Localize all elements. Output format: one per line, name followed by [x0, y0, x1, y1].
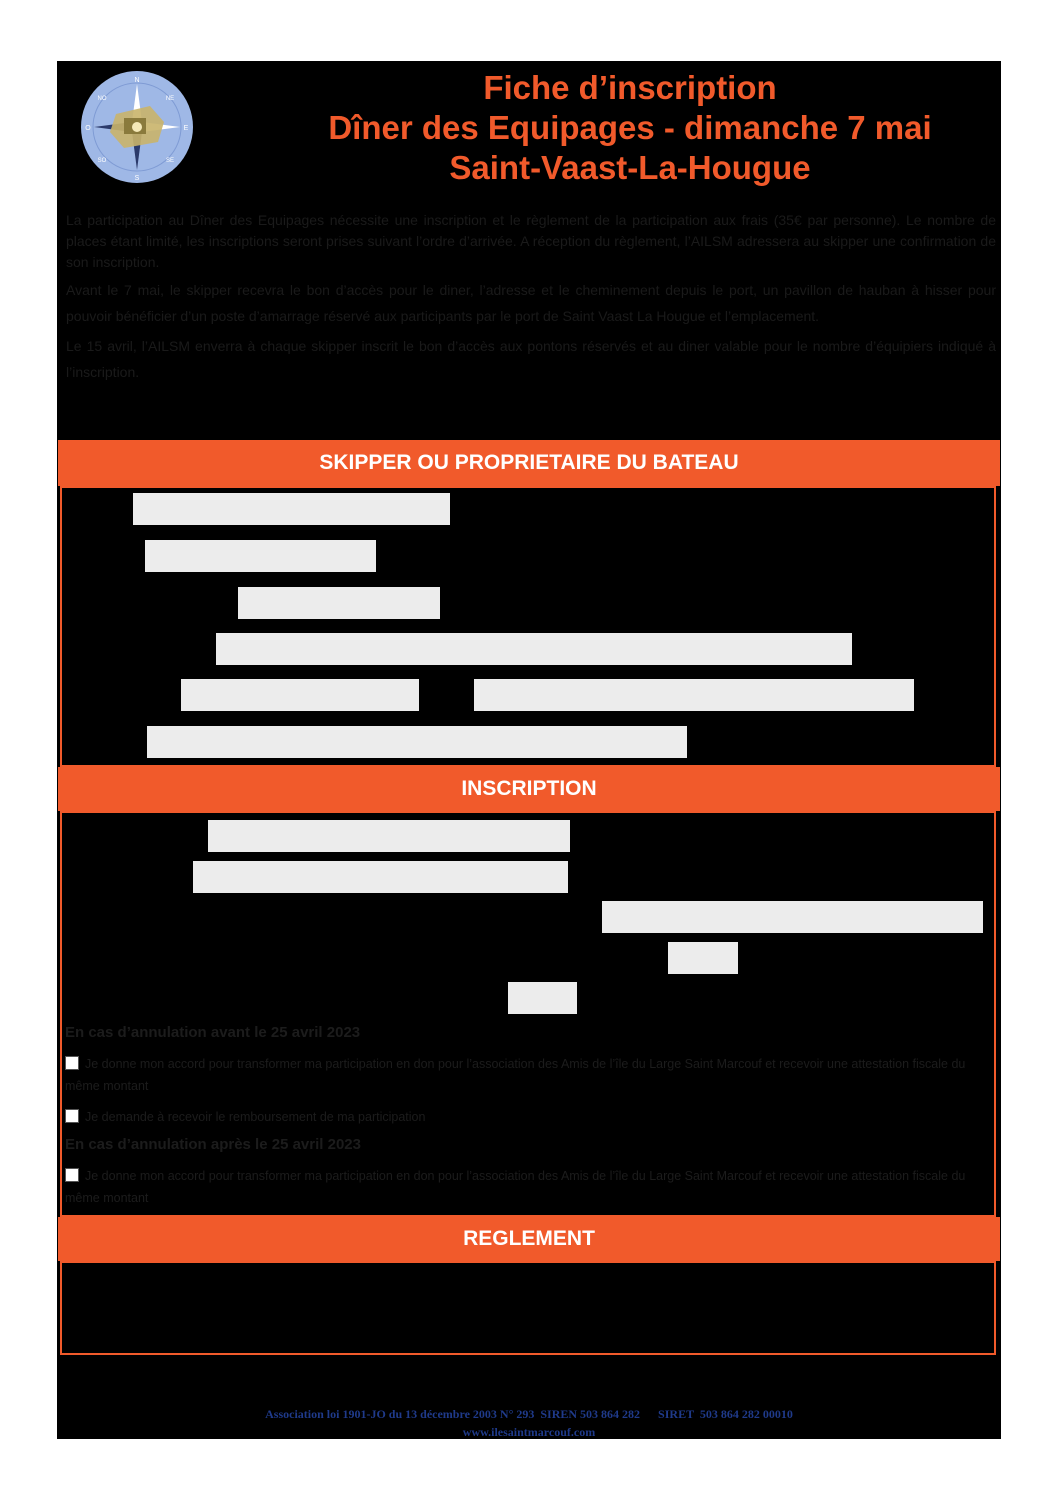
cancel-before-option-1[interactable] — [65, 1053, 990, 1097]
inscription-field-1[interactable] — [208, 820, 570, 852]
skipper-field-6[interactable] — [474, 679, 914, 711]
skipper-field-4[interactable] — [216, 633, 852, 665]
skipper-field-2[interactable] — [145, 540, 376, 572]
cancel-after-heading: En cas d’annulation après le 25 avril 2023 — [65, 1136, 361, 1153]
logo-letter-s: S — [134, 175, 140, 182]
checkbox[interactable] — [65, 1056, 79, 1070]
cancel-after-option-1[interactable] — [65, 1165, 990, 1209]
logo-letter-e: E — [183, 125, 189, 132]
skipper-field-5[interactable] — [181, 679, 419, 711]
cancel-before-heading: En cas d’annulation avant le 25 avril 2023 — [65, 1024, 361, 1041]
skipper-field-3[interactable] — [238, 587, 440, 619]
section-header-reglement: REGLEMENT — [58, 1217, 1000, 1261]
logo-letter-se: SE — [165, 158, 175, 164]
cancel-after-option-1-label: Je donne mon accord pour transformer ma participation en don pour l’association des Amis de l’île du Large Saint Marcouf et recevoir une attestation fiscale du même montant — [65, 1169, 966, 1205]
section-header-inscription: INSCRIPTION — [58, 767, 1000, 811]
cancel-before-option-2-label: Je demande à recevoir le remboursement de ma participation — [85, 1110, 426, 1124]
form-title — [230, 68, 1030, 188]
intro-paragraph-2: Avant le 7 mai, le skipper recevra le bon d’accès pour le diner, l’adresse et le cheminement depuis le port, un pavillon de hauban à hisser pour pouvoir bénéficier d’un poste d’amarrage réservé aux participants par le port de Saint Vaast La Hougue et l’emplacement. — [66, 282, 996, 324]
skipper-panel — [60, 486, 996, 767]
title-line-1: Fiche d’inscription — [483, 69, 777, 106]
logo-letter-no: NO — [97, 96, 107, 102]
inscription-field-4[interactable] — [668, 942, 738, 974]
logo-letter-so: SO — [97, 158, 107, 164]
skipper-field-7[interactable] — [147, 726, 687, 758]
intro-paragraph-1: La participation au Dîner des Equipages nécessite une inscription et le règlement de la participation aux frais (35€ par personne). Le nombre de places étant limité, les inscriptions seront prises suivant l’ordre d’arrivée. A réception du règlement, l’AILSM adressera au skipper une confirmation de son inscription. — [66, 212, 996, 270]
footer-legal-info: Association loi 1901-JO du 13 décembre 2003 N° 293 SIREN 503 864 282 SIRET 503 864 282 00010 — [265, 1407, 793, 1421]
cancel-before-option-2[interactable] — [65, 1106, 990, 1128]
intro-text — [66, 210, 996, 389]
inscription-field-5[interactable] — [508, 982, 577, 1014]
reglement-panel — [60, 1261, 996, 1355]
title-line-2: Dîner des Equipages - dimanche 7 mai — [328, 109, 932, 146]
skipper-field-1[interactable] — [133, 493, 450, 525]
logo-letter-ne: NE — [165, 96, 175, 102]
section-header-skipper: SKIPPER OU PROPRIETAIRE DU BATEAU — [58, 440, 1000, 486]
intro-paragraph-3: Le 15 avril, l’AILSM enverra à chaque skipper inscrit le bon d’accès aux pontons réservés et au diner valable pour le nombre d’équipiers indiqué à l’inscription. — [66, 338, 996, 380]
inscription-field-3[interactable] — [602, 901, 983, 933]
logo-letter-o: O — [85, 125, 91, 132]
compass-logo-icon — [80, 70, 194, 184]
footer-website-link[interactable]: www.ilesaintmarcouf.com — [462, 1425, 596, 1439]
checkbox[interactable] — [65, 1168, 79, 1182]
inscription-field-2[interactable] — [193, 861, 568, 893]
title-line-3: Saint-Vaast-La-Hougue — [449, 149, 811, 186]
cancel-before-option-1-label: Je donne mon accord pour transformer ma participation en don pour l’association des Amis de l’île du Large Saint Marcouf et recevoir une attestation fiscale du même montant — [65, 1057, 966, 1093]
logo-letter-n: N — [134, 77, 140, 84]
checkbox[interactable] — [65, 1109, 79, 1123]
